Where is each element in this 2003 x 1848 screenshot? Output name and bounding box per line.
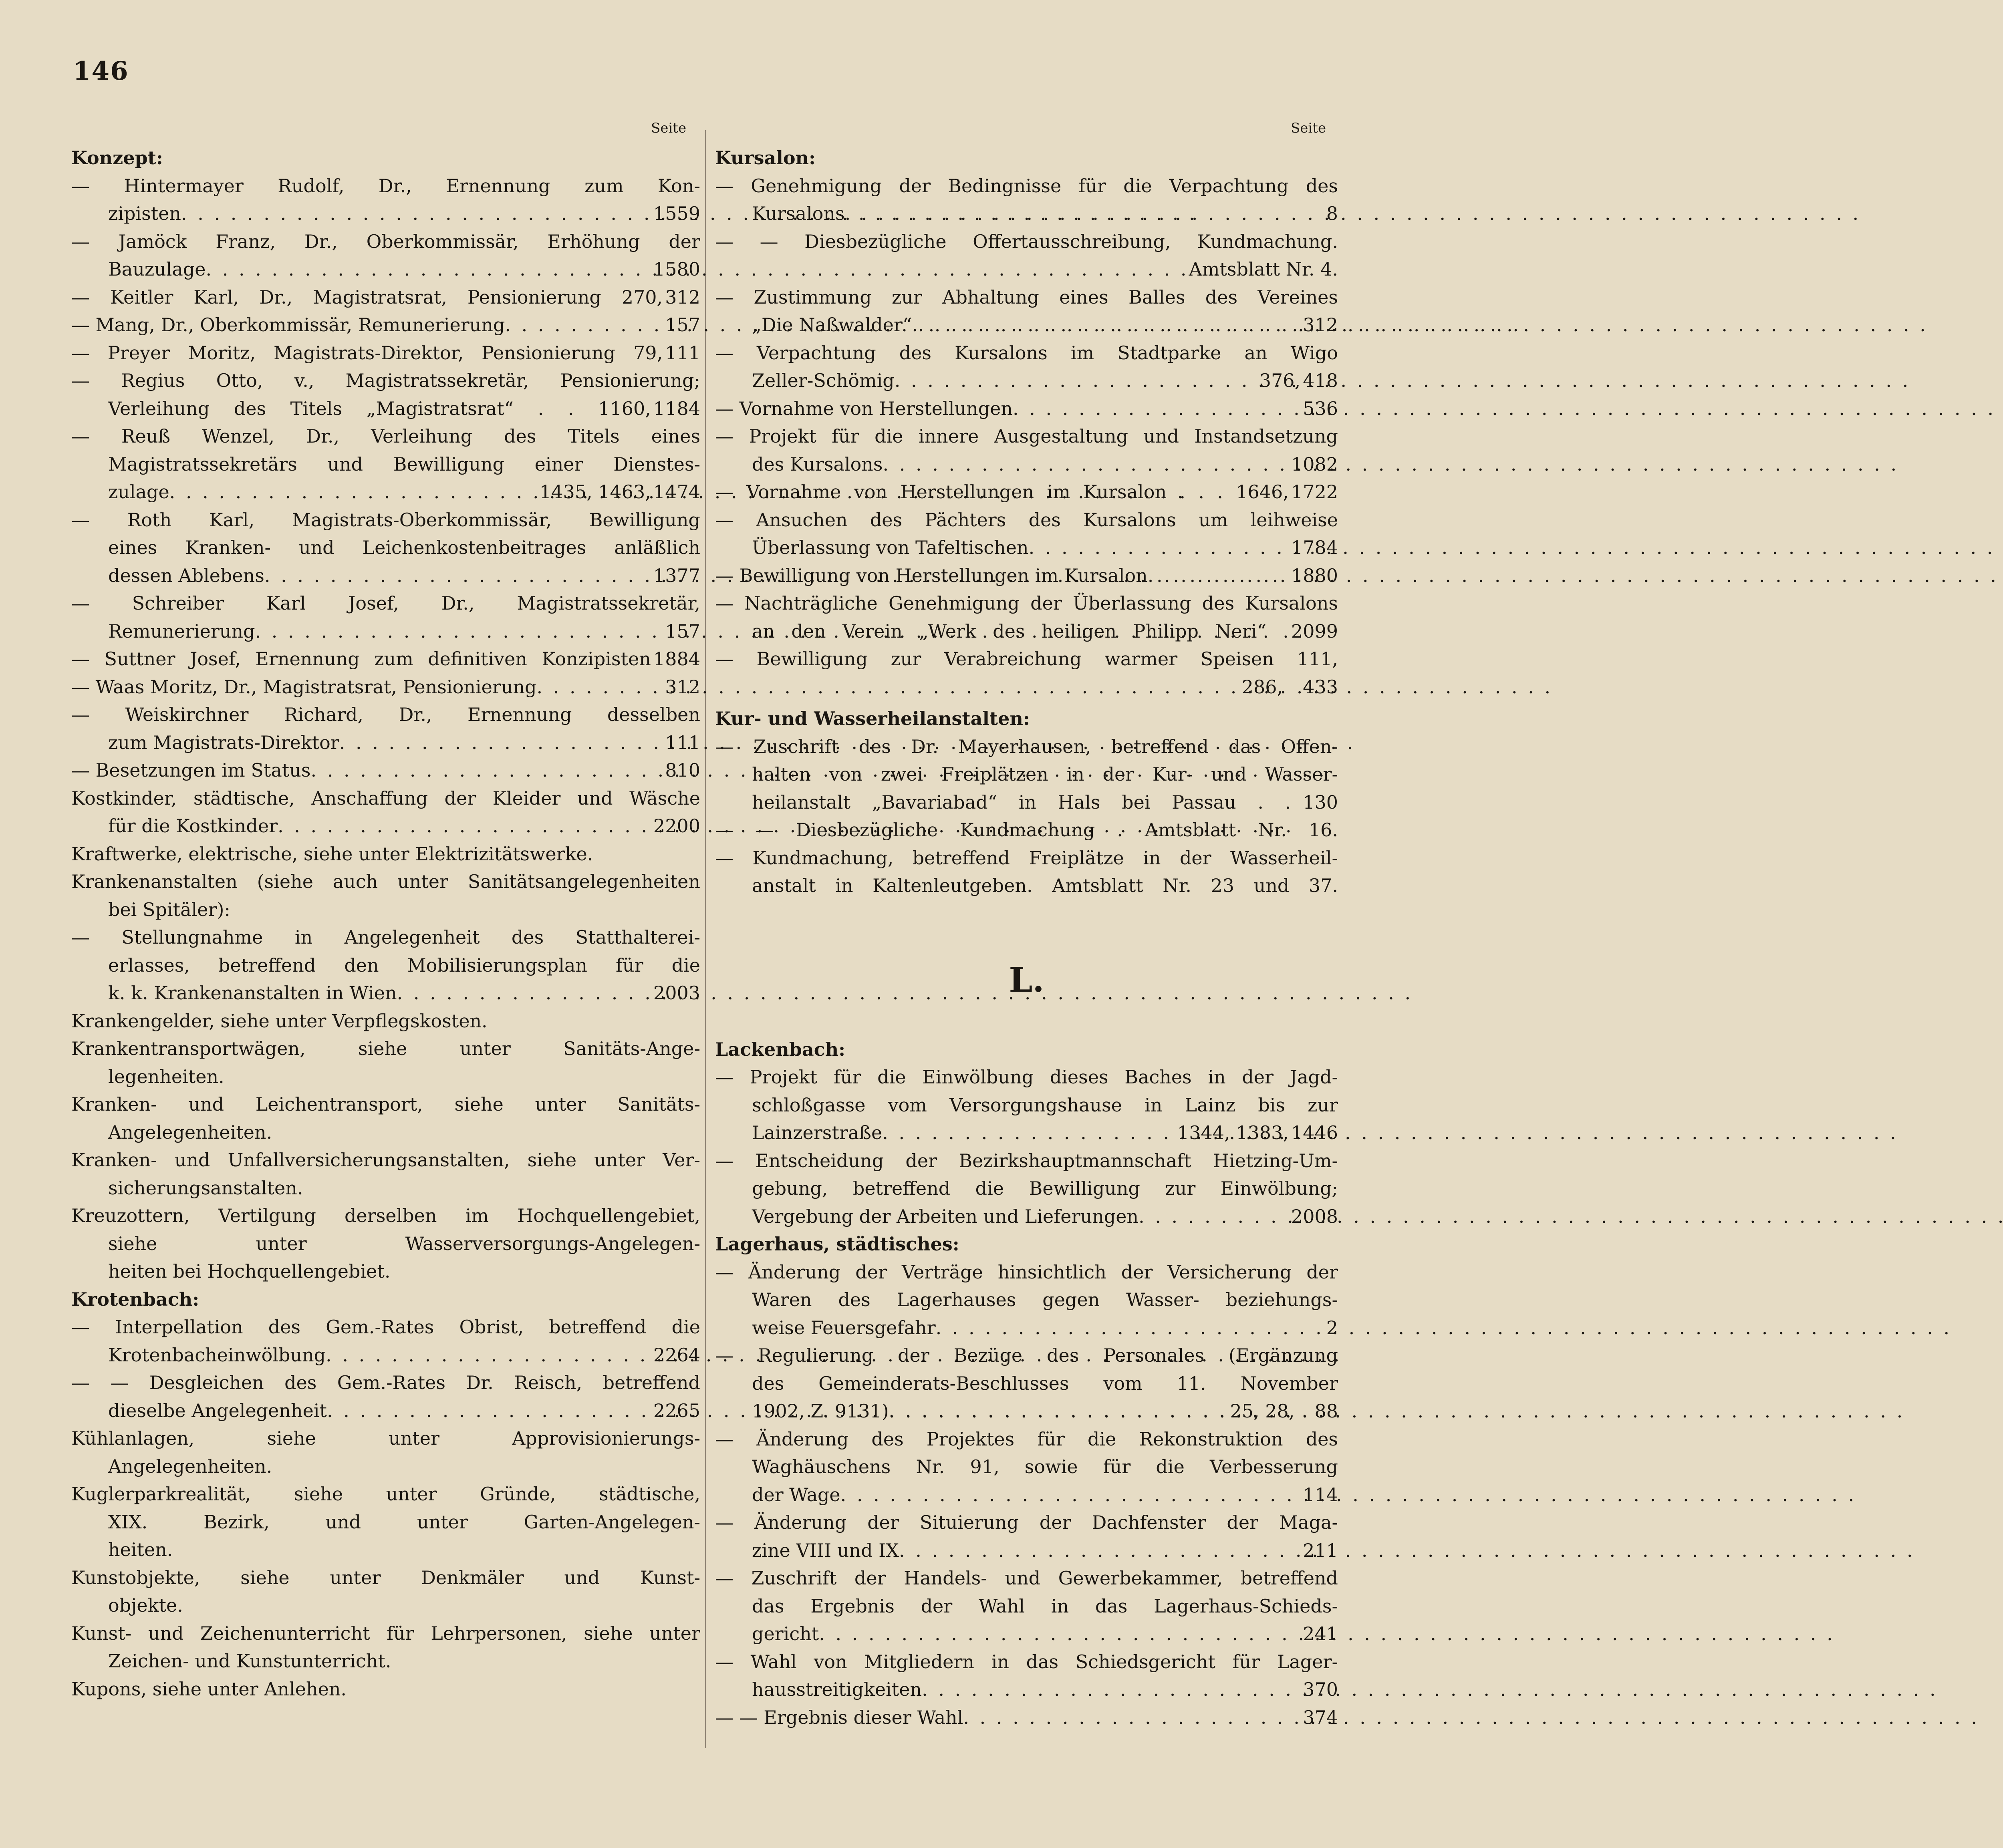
entry-text: Waren des Lagerhauses gegen Wasser- beziehungs- — [752, 1289, 1338, 1311]
page-ref: 2264 — [653, 1344, 700, 1366]
entry-text: Kraftwerke, elektrische, siehe unter Elektrizitätswerke. — [71, 843, 593, 865]
page-ref: 376, — [1259, 370, 1301, 391]
dot-leader — [963, 1704, 1300, 1732]
entry-text: — Entscheidung der Bezirkshauptmannschaft Hietzing-Um- — [715, 1149, 1338, 1172]
index-entry — [71, 757, 700, 785]
index-entry — [715, 1648, 1338, 1704]
entry-text: — Zuschrift der Handels- und Gewerbekammer, betreffend — [715, 1567, 1338, 1589]
page-ref: 1559 — [653, 203, 700, 224]
index-entry — [715, 478, 1338, 506]
dot-leader — [339, 729, 663, 757]
entry-text: für die Kostkinder — [108, 815, 278, 837]
page-ref: 2008 — [1291, 1205, 1338, 1227]
entry-text: — Keitler Karl, Dr., Magistratsrat, Pensionierung 270, — [71, 286, 663, 308]
entry-text: — Hintermayer Rudolf, Dr., Ernennung zum Kon- — [71, 175, 700, 197]
index-entry — [715, 1704, 1338, 1732]
page-ref: 211 — [1303, 1539, 1338, 1561]
entry-text: — Ansuchen des Pächters des Kursalons um leihweise — [715, 509, 1338, 531]
section-letter: L. — [1009, 960, 1044, 1000]
dot-leader — [882, 1119, 1175, 1147]
entry-text: Überlassung von Tafeltischen — [752, 537, 1029, 558]
page-ref: 1446 — [1291, 1122, 1338, 1143]
entry-text: — Nachträgliche Genehmigung der Überlassung des Kursalons — [715, 592, 1338, 614]
page-ref: 312 — [665, 286, 700, 308]
dot-leader — [883, 451, 1289, 479]
entry-text: des Kursalons — [752, 453, 883, 475]
index-entry — [71, 1425, 700, 1480]
index-entry — [71, 311, 700, 339]
index-entry — [71, 367, 700, 423]
dot-leader — [327, 1397, 651, 1425]
page-number: 146 — [73, 56, 129, 86]
page-ref: 1082 — [1291, 453, 1338, 475]
entry-text: — — Diesbezügliche Kundmachung . Amtsblatt Nr. 16. — [715, 819, 1338, 841]
entry-text: anstalt in Kaltenleutgeben. Amtsblatt Nr. 23 und 37. — [752, 875, 1338, 896]
index-heading: Krotenbach: — [71, 1288, 199, 1310]
page-ref: 810 — [665, 759, 700, 781]
page-ref: 8 — [1326, 203, 1338, 224]
entry-text: — Waas Moritz, Dr., Magistratsrat, Pensionierung — [71, 676, 537, 698]
page-ref: 1722 — [1291, 481, 1338, 503]
entry-text: — — Ergebnis dieser Wahl — [715, 1706, 963, 1728]
dot-leader — [899, 1537, 1300, 1565]
entry-text: Angelegenheiten. — [108, 1455, 272, 1477]
page-ref: 111 — [665, 731, 700, 753]
entry-text: Kühlanlagen, siehe unter Approvisionierungs- — [71, 1427, 700, 1449]
dot-leader — [505, 311, 663, 339]
entry-text: — Vornahme von Herstellungen — [715, 397, 1013, 419]
entry-text: sicherungsanstalten. — [108, 1177, 303, 1199]
seite-label-left: Seite — [651, 120, 687, 136]
dot-leader — [1013, 395, 1300, 423]
index-entry — [71, 840, 700, 868]
entry-text: — Bewilligung von Herstellungen im Kursalon — [715, 564, 1148, 586]
page-ref: 1880 — [1291, 564, 1338, 586]
entry-text: dieselbe Angelegenheit — [108, 1399, 327, 1421]
page-ref: 1184 — [653, 397, 700, 419]
dot-leader — [895, 367, 1257, 395]
entry-text: weise Feuersgefahr — [752, 1317, 936, 1339]
page-ref: 536 — [1303, 397, 1338, 419]
entry-text: — — Desgleichen des Gem.-Rates Dr. Reisch, betreffend — [71, 1372, 700, 1393]
index-entry — [715, 1342, 1338, 1425]
entry-text: heilanstalt „Bavariabad“ in Hals bei Passau . . — [752, 791, 1291, 813]
index-entry — [71, 506, 700, 590]
index-entry — [71, 701, 700, 757]
entry-text: Kostkinder, städtische, Anschaffung der Kleider und Wäsche — [71, 787, 700, 809]
entry-text: XIX. Bezirk, und unter Garten-Angelegen- — [108, 1511, 700, 1533]
entry-text: objekte. — [108, 1594, 183, 1616]
entry-text: zulage — [108, 481, 169, 503]
entry-text: zine VIII und IX — [752, 1539, 899, 1561]
dot-leader — [889, 1397, 1228, 1425]
entry-text: Kranken- und Leichentransport, siehe unter Sanitäts- — [71, 1093, 700, 1115]
index-entry — [71, 868, 700, 1007]
dot-leader — [310, 757, 663, 785]
entry-text: — Vornahme von Herstellungen im Kursalon . . . 1646, — [715, 481, 1289, 503]
page-ref: 1474 — [653, 481, 700, 503]
right-column — [715, 144, 1338, 1731]
index-entry — [71, 785, 700, 840]
page-ref: 157 — [665, 314, 700, 336]
entry-text: Kupons, siehe unter Anlehen. — [71, 1678, 347, 1700]
index-entry — [715, 284, 1338, 339]
index-entry — [71, 590, 700, 645]
column-divider — [705, 130, 706, 1748]
page-ref: 114 — [1303, 1484, 1338, 1506]
entry-text: 1902, Z. 9131) — [752, 1400, 889, 1422]
page-ref: 312 — [1303, 314, 1338, 336]
entry-text: „Die Naßwalder“ — [752, 314, 912, 336]
index-entry — [71, 284, 700, 312]
page-ref: 1784 — [1291, 537, 1338, 558]
entry-text: der Wage — [752, 1484, 840, 1506]
index-entry — [715, 590, 1338, 645]
entry-text: schloßgasse vom Versorgungshause in Lainz bis zur — [752, 1094, 1338, 1116]
page-ref: 286, — [1241, 676, 1283, 698]
dot-leader — [845, 200, 1324, 228]
index-entry — [71, 1202, 700, 1286]
index-entry — [715, 423, 1338, 478]
index-entry — [715, 1509, 1338, 1564]
entry-text: siehe unter Wasserversorgungs-Angelegen- — [108, 1232, 700, 1254]
entry-text: — Projekt für die innere Ausgestaltung und Instandsetzung — [715, 425, 1338, 447]
entry-text: Kreuzottern, Vertilgung derselben im Hochquellengebiet, — [71, 1205, 700, 1226]
dot-leader — [912, 311, 1300, 339]
page-ref: 2200 — [653, 815, 700, 837]
entry-text: Kunst- und Zeichenunterricht für Lehrpersonen, siehe unter — [71, 1622, 700, 1644]
entry-text: Remunerierung — [108, 620, 255, 642]
entry-text: Krankenanstalten (siehe auch unter Sanitätsangelegenheiten — [71, 871, 700, 892]
entry-text: legenheiten. — [108, 1065, 224, 1087]
index-heading: Kursalon: — [715, 147, 816, 169]
dot-leader — [819, 1620, 1300, 1648]
entry-text: Bauzulage — [108, 258, 206, 280]
page-ref: 130 — [1303, 791, 1338, 813]
index-entry — [715, 1564, 1338, 1648]
entry-text: Vergebung der Arbeiten und Lieferungen — [752, 1205, 1139, 1227]
index-entry — [71, 1675, 700, 1703]
page-ref: 241 — [1303, 1623, 1338, 1645]
entry-text: Amtsblatt Nr. 4. — [1189, 258, 1338, 280]
index-entry — [715, 506, 1338, 562]
dot-leader — [1029, 534, 1289, 562]
entry-text: — Änderung der Verträge hinsichtlich der Versicherung der — [715, 1261, 1338, 1283]
entry-text: k. k. Krankenanstalten in Wien — [108, 982, 397, 1004]
entry-text: — — Diesbezügliche Offertausschreibung, Kundmachung. — [715, 230, 1338, 252]
entry-text: — Reuß Wenzel, Dr., Verleihung des Titels eines — [71, 425, 700, 447]
page-ref: 2 — [1326, 1317, 1338, 1339]
index-entry — [715, 395, 1338, 423]
entry-text: Waghäuschens Nr. 91, sowie für die Verbesserung — [752, 1456, 1338, 1478]
page-ref: 374 — [1303, 1706, 1338, 1728]
entry-text: das Ergebnis der Wahl in das Lagerhaus-Schieds- — [752, 1595, 1338, 1617]
index-entry — [715, 172, 1338, 228]
index-entry — [71, 1620, 700, 1675]
entry-text: erlasses, betreffend den Mobilisierungsplan für die — [108, 954, 700, 976]
page-ref: 2265 — [653, 1399, 700, 1421]
entry-text: — Bewilligung zur Verabreichung warmer Speisen 111, — [715, 648, 1338, 670]
page-ref: 370 — [1303, 1679, 1338, 1700]
index-heading: Lackenbach: — [715, 1038, 846, 1060]
page-ref: 111 — [665, 342, 700, 364]
page-ref: 1377 — [653, 564, 700, 586]
index-entry — [71, 1313, 700, 1369]
entry-text: — Genehmigung der Bedingnisse für die Verpachtung des — [715, 175, 1338, 197]
page-ref: 312 — [665, 676, 700, 698]
index-entry — [715, 1063, 1338, 1147]
page-ref: 433 — [1303, 676, 1338, 698]
entry-text: — Besetzungen im Status — [71, 759, 311, 781]
page-ref: 88 — [1314, 1400, 1338, 1422]
entry-text: Kuglerparkrealität, siehe unter Gründe, städtische, — [71, 1483, 700, 1505]
index-entry — [71, 673, 700, 701]
entry-text: Zeichen- und Kunstunterricht. — [108, 1650, 391, 1672]
dot-leader — [537, 673, 663, 701]
entry-text: — Suttner Josef, Ernennung zum definitiven Konzipisten — [71, 648, 651, 670]
entry-text: — Wahl von Mitgliedern in das Schiedsgericht für Lager- — [715, 1651, 1338, 1673]
entry-text: Zeller-Schömig — [752, 370, 895, 391]
entry-text: bei Spitäler): — [108, 898, 230, 920]
entry-text: Kunstobjekte, siehe unter Denkmäler und Kunst- — [71, 1566, 700, 1588]
page-ref: 1580 — [653, 258, 700, 280]
page-ref: 25, 28, — [1230, 1400, 1295, 1422]
dot-leader — [278, 812, 651, 840]
dot-leader — [181, 200, 651, 228]
entry-text: Krankentransportwägen, siehe unter Sanitäts-Ange- — [71, 1038, 700, 1059]
entry-text: — Mang, Dr., Oberkommissär, Remunerierung — [71, 314, 505, 336]
dot-leader — [264, 562, 651, 590]
index-entry — [715, 816, 1338, 844]
dot-leader — [936, 1314, 1324, 1342]
entry-text: — Zustimmung zur Abhaltung eines Balles des Vereines — [715, 286, 1338, 308]
index-entry — [71, 1564, 700, 1620]
index-entry — [71, 1007, 700, 1035]
entry-text: zipisten — [108, 203, 181, 224]
entry-text: des Gemeinderats-Beschlusses vom 11. November — [752, 1372, 1338, 1394]
entry-text: an den Verein „Werk des heiligen Philipp Neri“ . — [752, 620, 1289, 642]
index-entry — [71, 339, 700, 367]
dot-leader — [169, 478, 537, 506]
entry-text: gericht — [752, 1623, 819, 1645]
index-entry — [71, 1035, 700, 1091]
entry-text: Magistratssekretärs und Bewilligung einer Dienstes- — [108, 453, 700, 475]
index-entry — [715, 562, 1338, 590]
dot-leader — [922, 1676, 1300, 1704]
entry-text: zum Magistrats-Direktor — [108, 731, 339, 753]
entry-text: Kursalons — [752, 203, 845, 224]
page-ref: 1435, 1463, — [539, 481, 651, 503]
index-entry — [71, 1091, 700, 1146]
index-entry — [715, 1425, 1338, 1509]
index-entry — [715, 339, 1338, 395]
index-heading: Konzept: — [71, 147, 163, 169]
entry-text: — Kundmachung, betreffend Freiplätze in der Wasserheil- — [715, 847, 1338, 869]
index-entry — [71, 172, 700, 228]
entry-text: — Änderung des Projektes für die Rekonstruktion des — [715, 1428, 1338, 1450]
dot-leader — [840, 1481, 1301, 1509]
entry-text: heiten. — [108, 1539, 173, 1560]
index-entry — [71, 645, 700, 673]
entry-text: dessen Ablebens — [108, 564, 264, 586]
entry-text: Krankengelder, siehe unter Verpflegskosten. — [71, 1010, 488, 1032]
entry-text: — Regulierung der Bezüge des Personales (Ergänzung — [715, 1345, 1338, 1366]
dot-leader — [1139, 1203, 1289, 1231]
index-heading: Kur- und Wasserheilanstalten: — [715, 708, 1030, 729]
seite-label-right: Seite — [1291, 120, 1326, 136]
entry-text: — Roth Karl, Magistrats-Oberkommissär, Bewilligung — [71, 509, 700, 531]
index-entry — [71, 423, 700, 506]
entry-text: — Änderung der Situierung der Dachfenster der Maga- — [715, 1512, 1338, 1533]
dot-leader — [326, 1341, 651, 1369]
page-ref: 2099 — [1291, 620, 1338, 642]
index-entry — [71, 1146, 700, 1202]
entry-text: — Regius Otto, v., Magistratssekretär, Pensionierung; — [71, 370, 700, 391]
index-entry — [71, 228, 700, 284]
page-ref: 2003 — [653, 982, 700, 1004]
index-entry — [715, 844, 1338, 900]
entry-text: Angelegenheiten. — [108, 1121, 272, 1143]
entry-text: — Jamöck Franz, Dr., Oberkommissär, Erhöhung der — [71, 230, 700, 252]
entry-text: — Schreiber Karl Josef, Dr., Magistratssekretär, — [71, 592, 700, 614]
entry-text: heiten bei Hochquellengebiet. — [108, 1260, 391, 1282]
dot-leader — [397, 979, 651, 1007]
index-entry — [715, 733, 1338, 817]
index-entry — [71, 1480, 700, 1564]
entry-text: — Verpachtung des Kursalons im Stadtparke an Wigo — [715, 342, 1338, 364]
entry-text: halten von zwei Freiplätzen in der Kur- und Wasser- — [752, 763, 1338, 785]
page-ref: 418 — [1303, 370, 1338, 391]
dot-leader — [255, 618, 663, 646]
page-ref: 157 — [665, 620, 700, 642]
entry-text: — Interpellation des Gem.-Rates Obrist, betreffend die — [71, 1316, 700, 1338]
dot-leader — [1148, 562, 1289, 590]
index-entry — [715, 645, 1338, 701]
index-entry — [71, 1369, 700, 1425]
entry-text: — Stellungnahme in Angelegenheit des Statthalterei- — [71, 926, 700, 948]
entry-text: hausstreitigkeiten — [752, 1679, 922, 1700]
entry-text: Kranken- und Unfallversicherungsanstalten, siehe unter Ver- — [71, 1149, 700, 1171]
entry-text: eines Kranken- und Leichenkostenbeitrages anläßlich — [108, 537, 700, 558]
entry-text: — Weiskirchner Richard, Dr., Ernennung desselben — [71, 704, 700, 725]
index-entry — [715, 1147, 1338, 1231]
entry-text: Verleihung des Titels „Magistratsrat“ . . 1160, — [108, 397, 651, 419]
entry-text: — Projekt für die Einwölbung dieses Baches in der Jagd- — [715, 1066, 1338, 1088]
dot-leader — [206, 256, 651, 284]
page-ref: 1344, 1383, — [1177, 1122, 1289, 1143]
entry-text: gebung, betreffend die Bewilligung zur Einwölbung; — [752, 1178, 1338, 1199]
page-ref: 1884 — [653, 648, 700, 670]
entry-text: Lainzerstraße — [752, 1122, 883, 1143]
index-entry — [715, 228, 1338, 284]
index-entry — [715, 1258, 1338, 1342]
index-heading: Lagerhaus, städtisches: — [715, 1233, 959, 1255]
left-column — [71, 144, 700, 1703]
entry-text: — Zuschrift des Dr. Mayerhausen, betreffend das Offen- — [715, 735, 1338, 757]
entry-text: Krotenbacheinwölbung — [108, 1344, 326, 1366]
entry-text: — Preyer Moritz, Magistrats-Direktor, Pensionierung 79, — [71, 342, 663, 364]
